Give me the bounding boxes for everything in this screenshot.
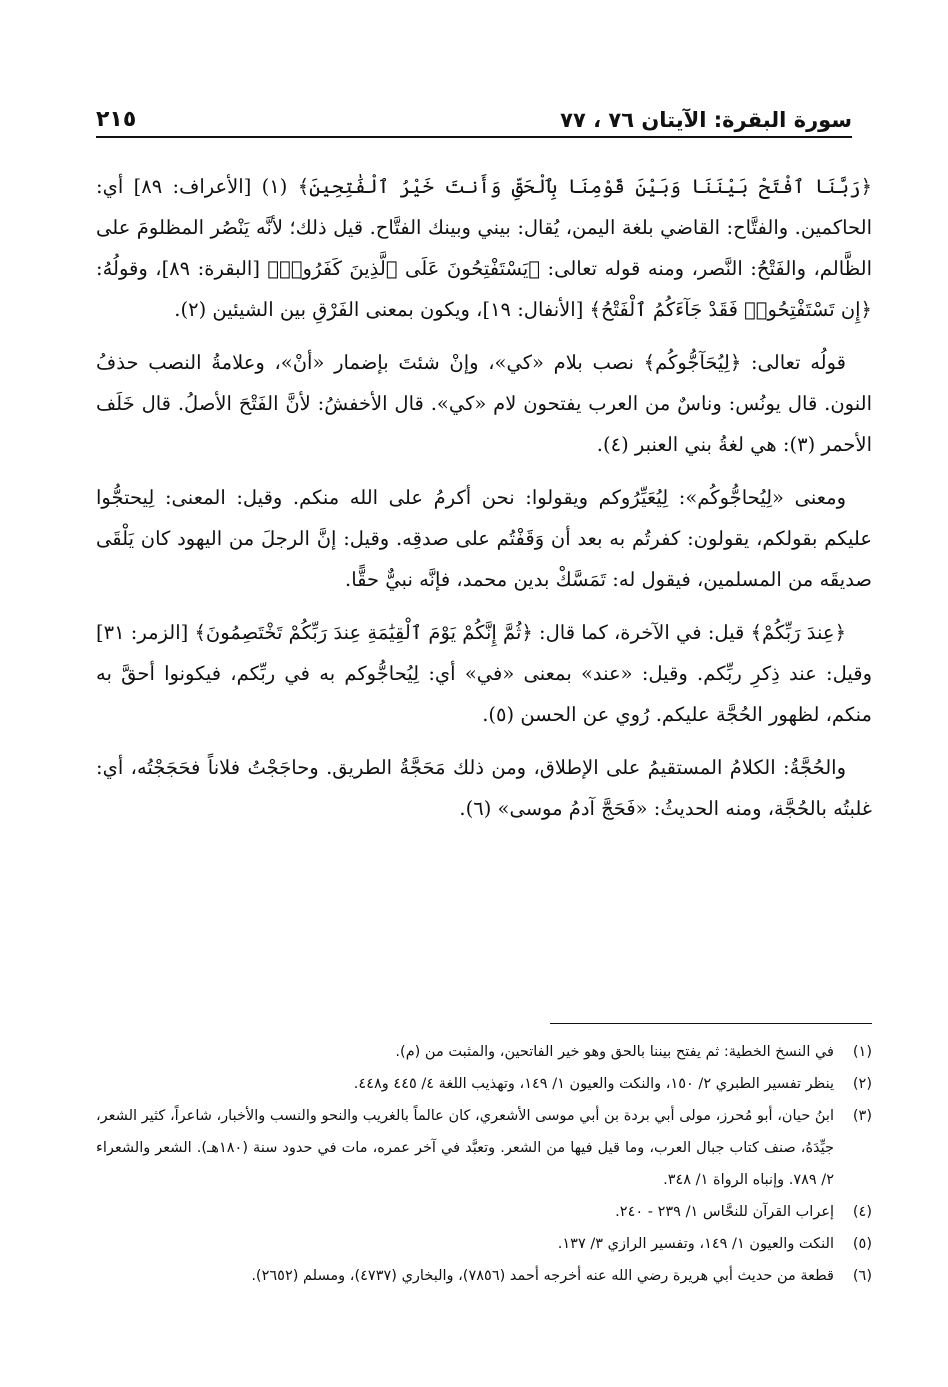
footnotes xyxy=(96,1036,872,1292)
footnote-number: (٦) xyxy=(852,1268,872,1284)
page-number: ٢١٥ xyxy=(96,107,137,132)
paragraph: والحُجَّةُ: الكلامُ المستقيمُ على الإطلاق، ومن ذلك مَحَجَّةُ الطريق. وحاجَجْتُ فلاناً فحَجَجْتُه، أي: غلبتُه بالحُجَّة، ومنه الحديثُ: «فَحَجَّ آدمُ موسى» (٦). xyxy=(96,756,872,820)
footnote-text: في النسخ الخطية: ثم يفتح بيننا بالحق وهو خير الفاتحين، والمثبت من (م). xyxy=(395,1044,834,1060)
footnote-text: إعراب القرآن للنحَّاس ١/ ٢٣٩ - ٢٤٠. xyxy=(615,1204,834,1220)
paragraph: ﴿عِندَ رَبِّكُمْ﴾ قيل: في الآخرة، كما قال: ﴿ثُمَّ إِنَّكُمْ يَوْمَ ٱلْقِيَٰمَةِ عِندَ رَبِّكُمْ تَخْتَصِمُونَ﴾ [الزمر: ٣١] وقيل: عند ذِكرِ ربِّكم. وقيل: «عند» بمعنى «في» أي: لِيُحاجُّوكم به في ربِّكم، فيكونوا أحقَّ به منكم، لظهور الحُجَّة عليكم. رُوي عن الحسن (٥). xyxy=(96,621,872,726)
footnote xyxy=(96,1100,872,1196)
footnote-divider xyxy=(550,1023,872,1024)
running-title: سورة البقرة: الآيتان ٧٦ ، ٧٧ xyxy=(560,108,852,132)
footnote xyxy=(96,1228,872,1260)
footnote-number: (٣) xyxy=(852,1108,872,1124)
footnote-text: ينظر تفسير الطبري ٢/ ١٥٠، والنكت والعيون ١/ ١٤٩، وتهذيب اللغة ٤/ ٤٤٥ و٤٤٨. xyxy=(353,1076,834,1092)
paragraph: قولُه تعالى: ﴿لِيُحَآجُّوكُم﴾ نصب بلام «كي»، وإنْ شئتَ بإضمار «أنْ»، وعلامةُ النصب حذفُ النون. قال يونُس: وناسٌ من العرب يفتحون لام «كي». قال الأخفشُ: لأنَّ الفَتْحَ الأصلُ. قال خَلَف الأحمر (٣): هي لغةُ بني العنبر (٤). xyxy=(96,351,872,456)
footnote xyxy=(96,1068,872,1100)
footnote xyxy=(96,1196,872,1228)
footnote xyxy=(96,1260,872,1292)
footnote-text: ابنُ حيان، أبو مُحرز، مولى أبي بردة بن أبي موسى الأشعري، كان عالماً بالغريب والنحو والنسب والأخبار، شاعراً، كثير الشعر، جيِّدَهُ، صنف كتاب جبال العرب، وما قيل فيها من الشعر. وتعبَّد في آخر عمره، مات في حدود سنة (١٨٠هـ). الشعر والشعراء ٢/ ٧٨٩. وإنباه الرواة ١/ ٣٤٨. xyxy=(96,1108,834,1188)
footnote-number: (٥) xyxy=(852,1236,872,1252)
page-header xyxy=(96,92,852,138)
footnote-number: (٢) xyxy=(852,1076,872,1092)
paragraph: ومعنى «لِيُحاجُّوكُم»: لِيُعَيِّرُوكم ويقولوا: نحن أكرمُ على الله منكم. وقيل: المعنى: لِيحتجُّوا عليكم بقولكم، يقولون: كفرتُم به بعد أن وَقَفْتُم على صدقِه. وقيل: إنَّ الرجلَ من اليهود كان يَلْقَى صديقَه من المسلمين، فيقول له: تَمَسَّكْ بدين محمد، فإنَّه نبيٌّ حقًّا. xyxy=(96,486,872,591)
main-text xyxy=(96,166,872,841)
footnote xyxy=(96,1036,872,1068)
footnote-number: (١) xyxy=(852,1044,872,1060)
footnote-text: النكت والعيون ١/ ١٤٩، وتفسير الرازي ٣/ ١٣٧. xyxy=(557,1236,834,1252)
paragraph: ﴿رَبَّنَا ٱفْتَحْ بَيْنَنَا وَبَيْنَ قَوْمِنَا بِٱلْحَقِّ وَأَنتَ خَيْرُ ٱلْفَٰتِحِينَ﴾ (١) [الأعراف: ٨٩] أي: الحاكمين. والفتَّاح: القاضي بلغة اليمن، يُقال: بيني وبينك الفتَّاح. قيل ذلك؛ لأنَّه يَنْصُر المظلومَ على الظَّالم، والفَتْحُ: النَّصر، ومنه قوله تعالى: ﴿يَسْتَفْتِحُونَ عَلَى ٱلَّذِينَ كَفَرُوا۟﴾ [البقرة: ٨٩]، وقولُهُ: ﴿إِن تَسْتَفْتِحُوا۟ فَقَدْ جَآءَكُمُ ٱلْفَتْحُ﴾ [الأنفال: ١٩]، ويكون بمعنى الفَرْقِ بين الشيئين (٢). xyxy=(96,175,873,321)
footnote-number: (٤) xyxy=(852,1204,872,1220)
footnote-text: قطعة من حديث أبي هريرة رضي الله عنه أخرجه أحمد (٧٨٥٦)، والبخاري (٤٧٣٧)، ومسلم (٢٦٥٢). xyxy=(251,1268,834,1284)
